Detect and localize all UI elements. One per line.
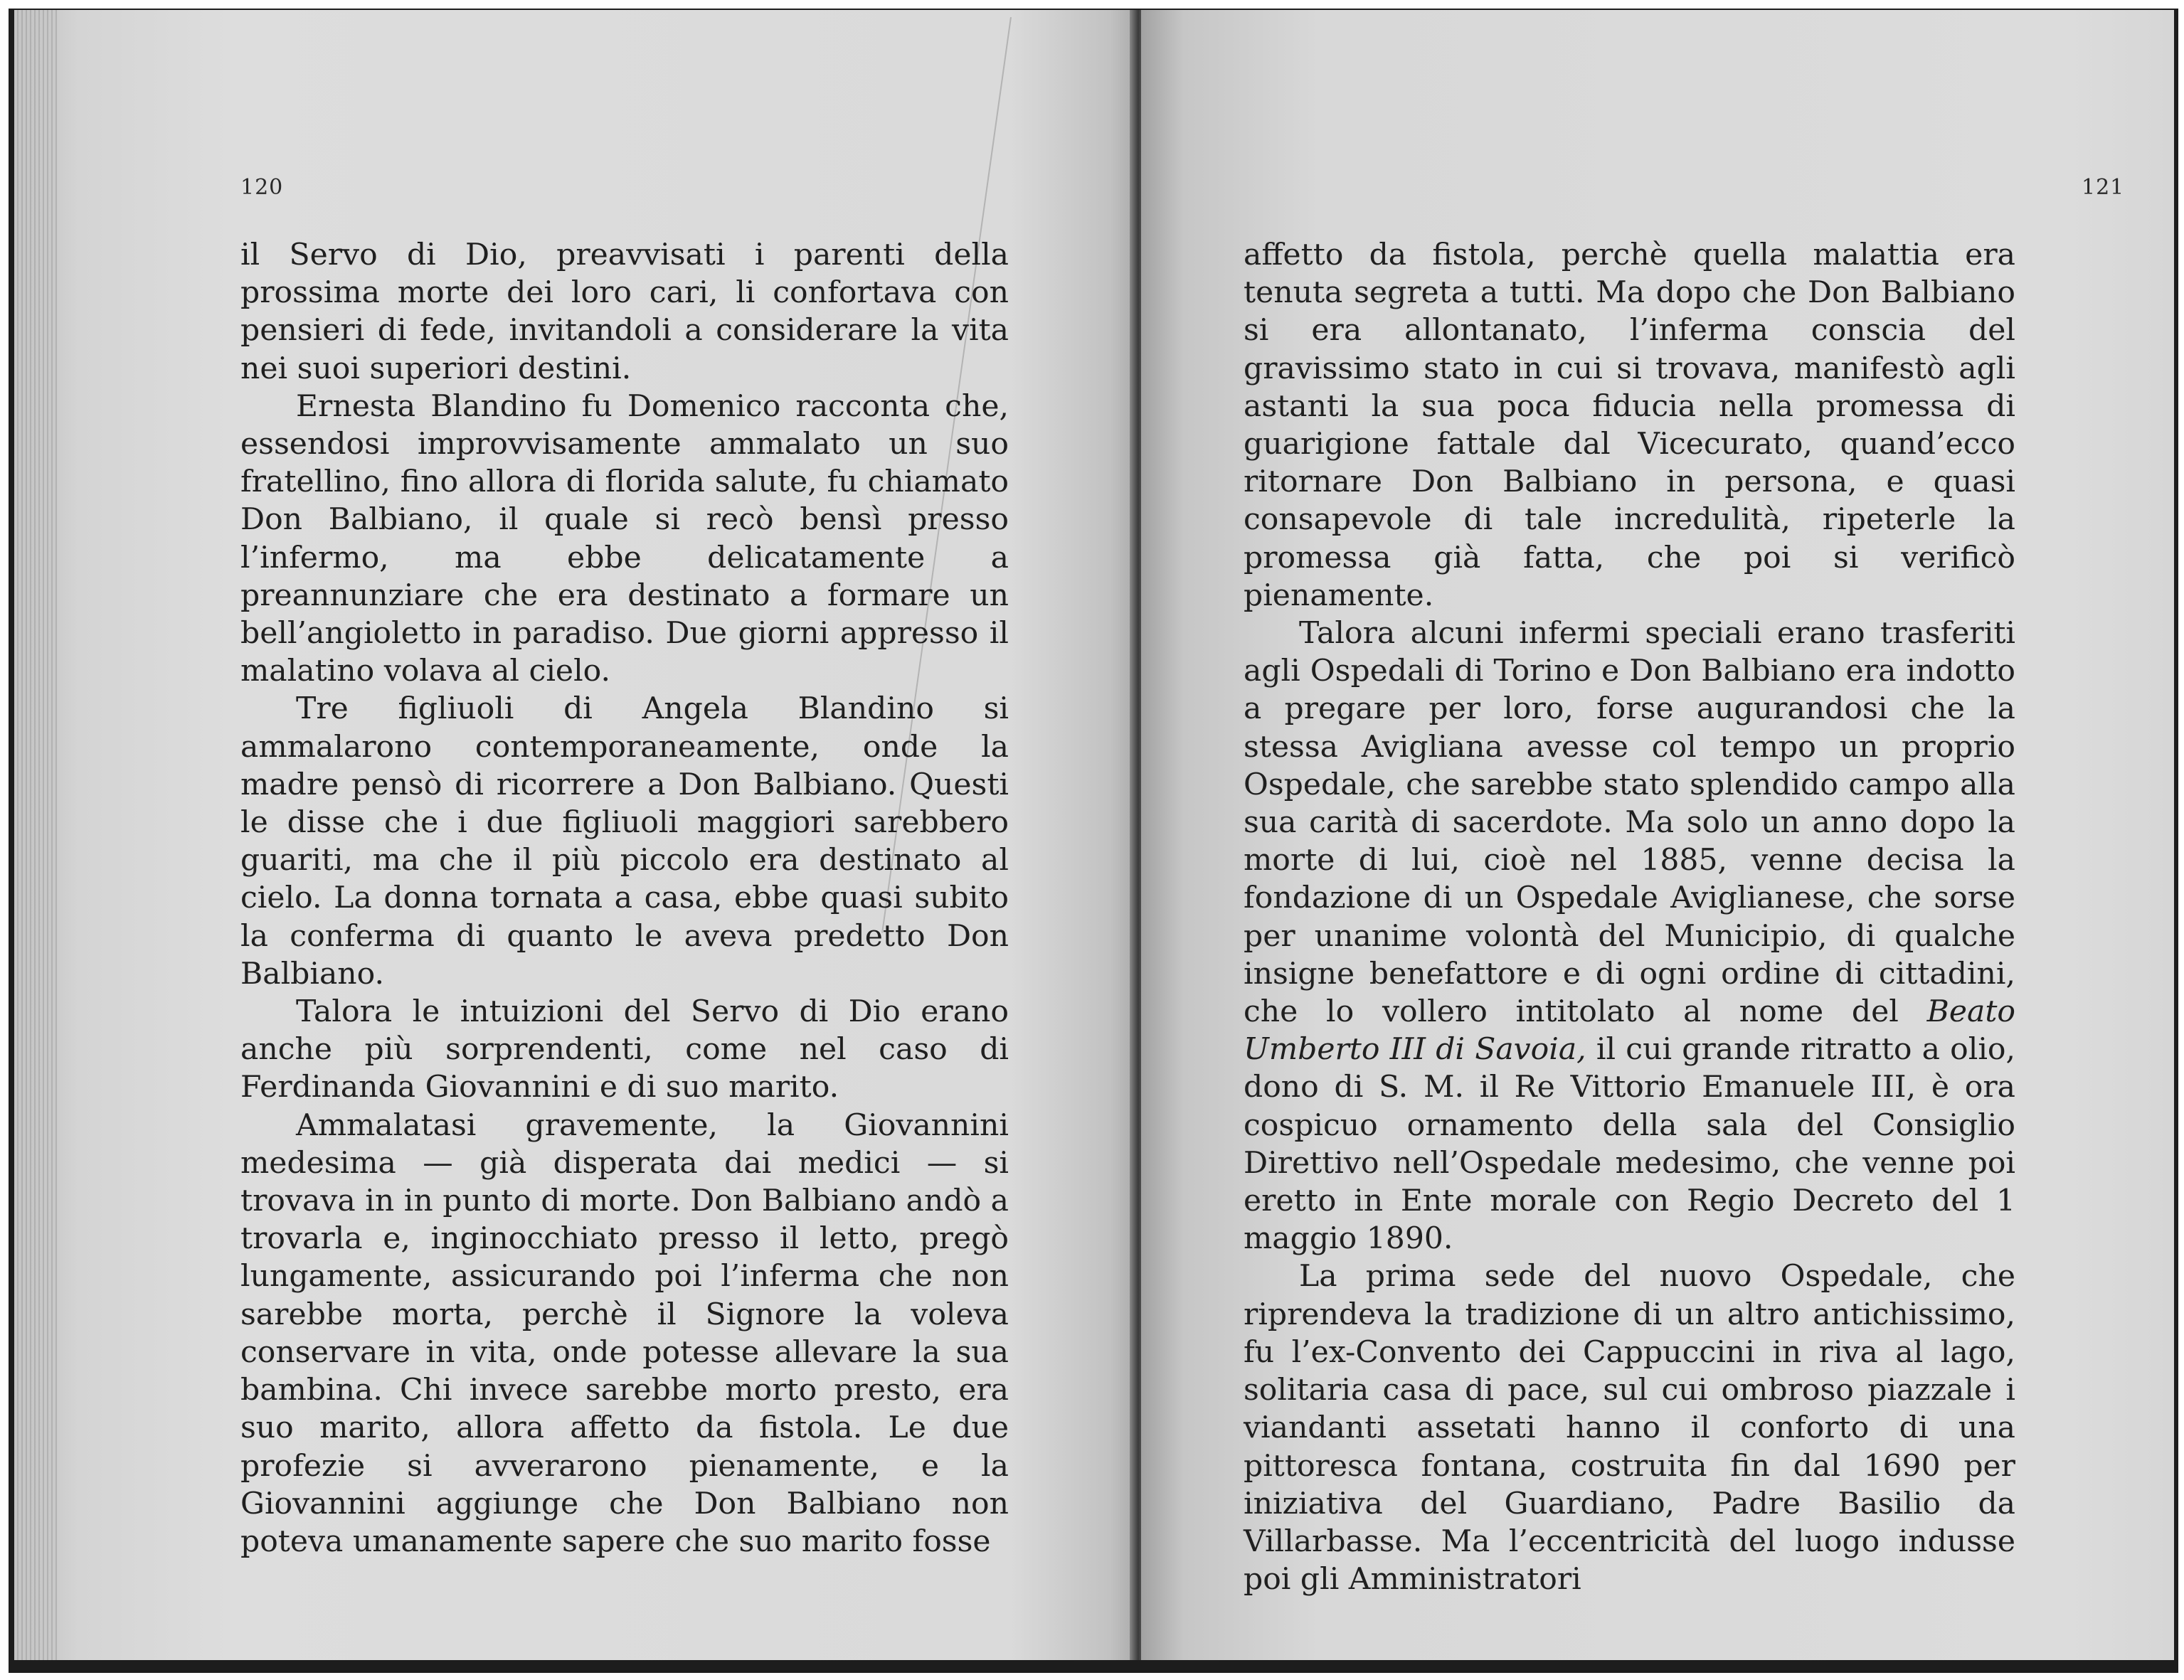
paragraph xyxy=(1244,615,2015,1258)
right-page-text xyxy=(1244,236,2015,1598)
left-page-text xyxy=(240,236,1009,1561)
left-page xyxy=(14,10,1138,1660)
paragraph: Talora le intuizioni del Servo di Dio erano anche più sorprendenti, come nel caso di Ferdinanda Giovannini e di suo marito. xyxy=(240,994,1009,1105)
paragraph: Tre figliuoli di Angela Blandino si ammalarono contemporaneamente, onde la madre pensò di ricorrere a Don Balbiano. Questi le disse che i due figliuoli maggiori sarebbero guariti, ma che il più piccolo era destinato al cielo. La donna tornata a casa, ebbe quasi subito la conferma di quanto le aveva predetto Don Balbiano. xyxy=(240,691,1009,991)
paragraph: Ernesta Blandino fu Domenico racconta che, essendosi improvvisamente ammalato un suo fratellino, fino allora di florida salute, fu chiamato Don Balbiano, il quale si recò bensì presso l’infermo, ma ebbe delicatamente a preannunziare che era destinato a formare un bell’angioletto in paradiso. Due giorni appresso il malatino volava al cielo. xyxy=(240,388,1009,689)
paragraph-text: il cui grande ritratto a olio, dono di S. M. il Re Vittorio Emanuele III, è ora cospicuo ornamento della sala del Consiglio Direttivo nell’Ospedale medesimo, che venne poi eretto in Ente morale con Regio Decreto del 1 maggio 1890. xyxy=(1244,1032,2016,1257)
right-page xyxy=(1141,10,2174,1660)
paragraph: Ammalatasi gravemente, la Giovannini medesima — già disperata dai medici — si trovava in in punto di morte. Don Balbiano andò a trovarla e, inginocchiato presso il letto, pregò lungamente, assicurando poi l’inferma che non sarebbe morta, perchè il Signore la voleva conservare in vita, onde potesse allevare la sua bambina. Chi invece sarebbe morto presto, era suo marito, allora affetto da fistola. Le due profezie si avverarono pienamente, e la Giovannini aggiunge che Don Balbiano non poteva umanamente sapere che suo marito fosse xyxy=(240,1107,1009,1559)
paragraph: il Servo di Dio, preavvisati i parenti della prossima morte dei loro cari, li confortava con pensieri di fede, invitandoli a considerare la vita nei suoi superiori destini. xyxy=(240,238,1009,386)
page-number-right: 121 xyxy=(2082,175,2125,200)
page-edges xyxy=(14,10,57,1660)
paragraph: La prima sede del nuovo Ospedale, che riprendeva la tradizione di un altro antichissimo, fu l’ex-Convento dei Cappuccini in riva al lago, solitaria casa di pace, sul cui ombroso piazzale i viandanti assetati hanno il conforto di una pittoresca fontana, costruita fin dal 1690 per iniziativa del Guardiano, Padre Basilio da Villarbasse. Ma l’eccentricità del luogo indusse poi gli Amministratori xyxy=(1244,1259,2015,1597)
italic-title: Beato Umberto III di Savoia, xyxy=(1244,994,2015,1068)
paragraph-text: Talora alcuni infermi speciali erano trasferiti agli Ospedali di Torino e Don Balbiano era indotto a pregare per loro, forse augurandosi che la stessa Avigliana avesse col tempo un proprio Ospedale, che sarebbe stato splendido campo alla sua carità di sacerdote. Ma solo un anno dopo la morte di lui, cioè nel 1885, venne decisa la fondazione di un Ospedale Aviglianese, che sorse per unanime volontà del Municipio, di qualche insigne benefattore e di ogni ordine di cittadini, che lo vollero intitolato al nome del xyxy=(1244,616,2015,1030)
page-number-left: 120 xyxy=(240,175,284,200)
paragraph: affetto da fistola, perchè quella malattia era tenuta segreta a tutti. Ma dopo che Don Balbiano si era allontanato, l’inferma conscia del gravissimo stato in cui si trovava, manifestò agli astanti la sua poca fiducia nella promessa di guarigione fattale dal Vicecurato, quand’ecco ritornare Don Balbiano in persona, e quasi consapevole di tale incredulità, ripeterle la promessa già fatta, che poi si verificò pienamente. xyxy=(1244,238,2015,613)
